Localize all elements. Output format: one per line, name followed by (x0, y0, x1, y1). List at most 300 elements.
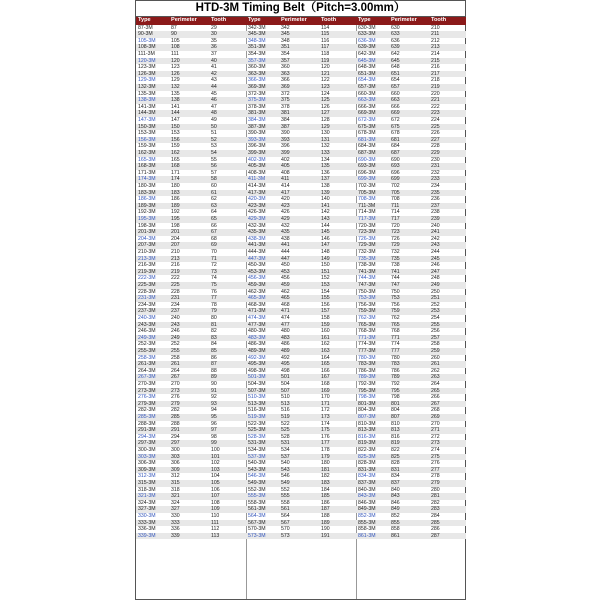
perimeter-cell: 267 (171, 374, 180, 381)
perimeter-cell: 342 (281, 24, 290, 31)
type-cell: 228-3M (138, 288, 156, 295)
perimeter-cell: 672 (391, 117, 400, 123)
tooth-cell: 218 (431, 77, 440, 84)
table-row (356, 130, 466, 137)
perimeter-cell: 678 (391, 130, 400, 137)
perimeter-cell: 471 (281, 308, 290, 315)
perimeter-cell: 228 (171, 288, 180, 295)
tooth-cell: 263 (431, 374, 440, 381)
perimeter-cell: 480 (281, 328, 290, 335)
perimeter-cell: 552 (281, 486, 290, 493)
table-header (356, 17, 466, 25)
tooth-cell: 103 (211, 466, 220, 473)
perimeter-cell: 333 (171, 519, 180, 526)
type-cell: 120-3M (138, 57, 156, 64)
perimeter-cell: 249 (171, 334, 180, 341)
tooth-cell: 163 (321, 348, 330, 354)
type-cell: 171-3M (138, 169, 156, 176)
perimeter-cell: 141 (171, 103, 180, 110)
tooth-cell: 90 (211, 381, 217, 387)
table-row (136, 51, 246, 58)
tooth-cell: 88 (211, 367, 217, 374)
tooth-cell: 82 (211, 328, 217, 335)
tooth-cell: 226 (431, 130, 440, 137)
tooth-cell: 186 (321, 499, 330, 506)
type-cell: 507-3M (248, 387, 266, 394)
type-cell: 540-3M (248, 460, 266, 467)
perimeter-cell: 261 (171, 361, 180, 368)
tooth-cell: 151 (321, 268, 330, 275)
perimeter-cell: 189 (171, 202, 180, 209)
type-cell: 531-3M (248, 440, 266, 447)
perimeter-cell: 546 (281, 473, 290, 480)
tooth-cell: 237 (431, 202, 440, 209)
tooth-cell: 107 (211, 493, 220, 500)
tooth-cell: 217 (431, 70, 440, 77)
perimeter-cell: 483 (281, 334, 290, 341)
table-row (246, 506, 356, 513)
perimeter-cell: 477 (281, 321, 290, 328)
perimeter-cell: 693 (391, 163, 400, 170)
perimeter-cell: 555 (281, 493, 290, 500)
tooth-cell: 150 (321, 262, 330, 269)
tooth-cell: 264 (431, 381, 440, 387)
table-row (356, 374, 466, 381)
table-row (136, 308, 246, 315)
tooth-cell: 235 (431, 189, 440, 196)
type-cell: 678-3M (358, 130, 376, 137)
tooth-cell: 276 (431, 460, 440, 467)
table-row (356, 223, 466, 230)
perimeter-cell: 375 (281, 97, 290, 104)
type-cell: 111-3M (138, 51, 155, 57)
type-cell: 342-3M (248, 24, 266, 31)
table-row (246, 44, 356, 51)
tooth-cell: 96 (211, 420, 217, 427)
perimeter-cell: 297 (171, 440, 180, 447)
tooth-cell: 275 (431, 453, 440, 460)
perimeter-cell: 264 (171, 367, 180, 374)
table-column (246, 17, 356, 539)
type-cell: 468-3M (248, 301, 266, 308)
type-cell: 747-3M (358, 282, 376, 288)
tooth-cell: 121 (321, 70, 330, 77)
table-row (356, 295, 466, 302)
type-cell: 456-3M (248, 275, 266, 282)
table-row (136, 31, 246, 38)
perimeter-cell: 153 (171, 130, 180, 137)
perimeter-cell: 543 (281, 466, 290, 473)
table-row (136, 500, 246, 507)
type-cell: 495-3M (248, 361, 266, 368)
table-row (136, 315, 246, 322)
tooth-cell: 262 (431, 367, 440, 374)
tooth-cell: 114 (321, 24, 330, 31)
tooth-cell: 119 (321, 57, 330, 64)
perimeter-cell: 534 (281, 447, 290, 453)
type-cell: 132-3M (138, 84, 156, 90)
perimeter-cell: 717 (391, 216, 400, 222)
type-cell: 558-3M (248, 499, 266, 506)
tooth-cell: 97 (211, 427, 217, 434)
table-row (246, 348, 356, 355)
type-cell: 549-3M (248, 480, 266, 486)
tooth-cell: 244 (431, 249, 440, 255)
table-row (246, 110, 356, 117)
type-cell: 165-3M (138, 156, 156, 163)
type-cell: 288-3M (138, 420, 156, 427)
table-row (356, 64, 466, 71)
tooth-cell: 131 (321, 136, 330, 143)
type-cell: 438-3M (248, 235, 266, 242)
perimeter-cell: 564 (281, 513, 290, 519)
perimeter-cell: 327 (171, 506, 180, 513)
tooth-cell: 240 (431, 222, 440, 229)
tooth-cell: 158 (321, 315, 330, 321)
tooth-cell: 251 (431, 295, 440, 302)
tooth-cell: 125 (321, 97, 330, 104)
table-row (246, 421, 356, 428)
perimeter-cell: 567 (281, 519, 290, 526)
perimeter-cell: 456 (281, 275, 290, 282)
perimeter-cell: 735 (391, 255, 400, 262)
type-cell: 393-3M (248, 136, 266, 143)
type-cell: 852-3M (358, 513, 376, 519)
perimeter-cell: 732 (391, 249, 400, 255)
perimeter-cell: 225 (171, 282, 180, 288)
tooth-cell: 261 (431, 361, 440, 368)
tooth-cell: 55 (211, 156, 217, 163)
table-row (246, 500, 356, 507)
type-cell: 174-3M (138, 176, 156, 183)
tooth-cell: 149 (321, 255, 330, 262)
tooth-cell: 78 (211, 301, 217, 308)
type-cell: 528-3M (248, 433, 266, 440)
tooth-cell: 48 (211, 110, 217, 117)
type-cell: 162-3M (138, 150, 156, 156)
tooth-cell: 233 (431, 176, 440, 183)
type-cell: 537-3M (248, 453, 266, 460)
type-cell: 759-3M (358, 308, 376, 315)
type-cell: 510-3M (248, 394, 266, 401)
perimeter-cell: 558 (281, 499, 290, 506)
perimeter-cell: 540 (281, 460, 290, 467)
table-row (356, 97, 466, 104)
table-row (356, 487, 466, 494)
tooth-cell: 106 (211, 486, 220, 493)
table-column (356, 17, 466, 539)
perimeter-cell: 807 (391, 414, 400, 420)
table-row (356, 454, 466, 461)
table-row (136, 361, 246, 368)
type-cell: 354-3M (248, 51, 266, 57)
type-cell: 264-3M (138, 367, 156, 374)
perimeter-cell: 318 (171, 486, 180, 493)
type-cell: 135-3M (138, 90, 156, 97)
tooth-cell: 243 (431, 242, 440, 249)
table-row (356, 506, 466, 513)
table-row (136, 64, 246, 71)
perimeter-cell: 813 (391, 427, 400, 434)
tooth-cell: 223 (431, 110, 440, 117)
table-row (356, 269, 466, 276)
perimeter-cell: 819 (391, 440, 400, 447)
tooth-cell: 101 (211, 453, 220, 460)
type-cell: 156-3M (138, 136, 156, 143)
table-row (246, 440, 356, 447)
table-row (246, 38, 356, 45)
table-row (246, 249, 356, 256)
table-row (136, 130, 246, 137)
type-cell: 777-3M (358, 348, 376, 354)
table-row (136, 355, 246, 362)
type-cell: 294-3M (138, 433, 156, 440)
table-row (356, 500, 466, 507)
header-tooth: Tooth (211, 17, 227, 23)
table-row (246, 157, 356, 164)
perimeter-cell: 519 (281, 414, 290, 420)
tooth-cell: 53 (211, 143, 217, 150)
perimeter-cell: 360 (281, 64, 290, 71)
perimeter-cell: 498 (281, 367, 290, 374)
type-cell: 249-3M (138, 334, 156, 341)
tooth-cell: 29 (211, 24, 217, 31)
type-cell: 801-3M (358, 400, 376, 407)
type-cell: 840-3M (358, 486, 376, 493)
perimeter-cell: 195 (171, 216, 180, 222)
tooth-cell: 152 (321, 275, 330, 282)
type-cell: 732-3M (358, 249, 376, 255)
perimeter-cell: 162 (171, 150, 180, 156)
type-cell: 798-3M (358, 394, 376, 401)
table-row (246, 322, 356, 329)
type-cell: 699-3M (358, 176, 376, 183)
table-row (356, 302, 466, 309)
table-row (246, 71, 356, 78)
perimeter-cell: 204 (171, 235, 180, 242)
type-cell: 198-3M (138, 222, 156, 229)
type-cell: 405-3M (248, 163, 266, 170)
type-cell: 402-3M (248, 156, 266, 163)
perimeter-cell: 798 (391, 394, 400, 401)
type-cell: 501-3M (248, 374, 266, 381)
perimeter-cell: 312 (171, 473, 180, 480)
type-cell: 564-3M (248, 513, 266, 519)
table-row (356, 308, 466, 315)
type-cell: 639-3M (358, 44, 376, 51)
tooth-cell: 71 (211, 255, 217, 262)
type-cell: 345-3M (248, 31, 266, 38)
table-row (356, 236, 466, 243)
perimeter-cell: 507 (281, 387, 290, 394)
perimeter-cell: 741 (391, 268, 400, 275)
table-row (356, 322, 466, 329)
tooth-cell: 246 (431, 262, 440, 269)
perimeter-cell: 369 (281, 84, 290, 90)
tooth-cell: 60 (211, 183, 217, 189)
table-row (356, 473, 466, 480)
type-cell: 90-3M (138, 31, 153, 38)
tooth-cell: 120 (321, 64, 330, 71)
perimeter-cell: 330 (171, 513, 180, 519)
tooth-cell: 112 (211, 526, 220, 533)
perimeter-cell: 174 (171, 176, 180, 183)
perimeter-cell: 573 (281, 532, 290, 539)
type-cell: 525-3M (248, 427, 266, 434)
header-perimeter: Perimeter (171, 17, 197, 23)
type-cell: 474-3M (248, 315, 266, 321)
tooth-cell: 74 (211, 275, 217, 282)
perimeter-cell: 213 (171, 255, 180, 262)
tooth-cell: 259 (431, 348, 440, 354)
type-cell: 201-3M (138, 229, 156, 236)
tooth-cell: 234 (431, 183, 440, 189)
table-row (356, 315, 466, 322)
table-row (356, 401, 466, 408)
tooth-cell: 46 (211, 97, 217, 104)
table-row (246, 176, 356, 183)
type-cell: 222-3M (138, 275, 156, 282)
type-cell: 129-3M (138, 77, 156, 84)
table-row (136, 170, 246, 177)
tooth-cell: 269 (431, 414, 440, 420)
perimeter-cell: 834 (391, 473, 400, 480)
perimeter-cell: 828 (391, 460, 400, 467)
tooth-cell: 110 (211, 513, 220, 519)
type-cell: 768-3M (358, 328, 376, 335)
tooth-cell: 154 (321, 288, 330, 295)
tooth-cell: 113 (211, 532, 220, 539)
perimeter-cell: 786 (391, 367, 400, 374)
tooth-cell: 117 (321, 44, 330, 51)
perimeter-cell: 531 (281, 440, 290, 447)
perimeter-cell: 696 (391, 169, 400, 176)
perimeter-cell: 714 (391, 209, 400, 216)
tooth-cell: 133 (321, 150, 330, 156)
tooth-cell: 36 (211, 44, 217, 51)
table-row (356, 407, 466, 414)
tooth-cell: 83 (211, 334, 217, 341)
table-row (136, 526, 246, 533)
table-row (356, 58, 466, 65)
type-cell: 411-3M (248, 176, 266, 183)
type-cell: 336-3M (138, 526, 156, 533)
type-cell: 645-3M (358, 57, 376, 64)
perimeter-cell: 762 (391, 315, 400, 321)
table-row (246, 414, 356, 421)
table-row (246, 143, 356, 150)
tooth-cell: 144 (321, 222, 330, 229)
tooth-cell: 86 (211, 354, 217, 361)
perimeter-cell: 642 (391, 51, 400, 57)
type-cell: 462-3M (248, 288, 266, 295)
tooth-cell: 256 (431, 328, 440, 335)
tooth-cell: 136 (321, 169, 330, 176)
type-cell: 636-3M (358, 37, 376, 44)
table-row (136, 473, 246, 480)
table-row (246, 295, 356, 302)
table-row (136, 242, 246, 249)
type-cell: 780-3M (358, 354, 376, 361)
type-cell: 744-3M (358, 275, 376, 282)
type-cell: 141-3M (138, 103, 156, 110)
perimeter-cell: 687 (391, 150, 400, 156)
tooth-cell: 245 (431, 255, 440, 262)
perimeter-cell: 285 (171, 414, 180, 420)
table-row (136, 480, 246, 487)
type-cell: 240-3M (138, 315, 156, 321)
tooth-cell: 128 (321, 117, 330, 123)
type-cell: 225-3M (138, 282, 156, 288)
table-row (246, 282, 356, 289)
perimeter-cell: 258 (171, 354, 180, 361)
type-cell: 486-3M (248, 341, 266, 348)
table-row (356, 262, 466, 269)
type-cell: 306-3M (138, 460, 156, 467)
type-cell: 714-3M (358, 209, 376, 216)
type-cell: 738-3M (358, 262, 376, 269)
type-cell: 426-3M (248, 209, 266, 216)
type-cell: 363-3M (248, 70, 266, 77)
type-cell: 492-3M (248, 354, 266, 361)
tooth-cell: 80 (211, 315, 217, 321)
perimeter-cell: 777 (391, 348, 400, 354)
perimeter-cell: 138 (171, 97, 180, 104)
type-cell: 300-3M (138, 447, 156, 453)
type-cell: 252-3M (138, 341, 156, 348)
tooth-cell: 42 (211, 70, 217, 77)
perimeter-cell: 504 (281, 381, 290, 387)
perimeter-cell: 315 (171, 480, 180, 486)
type-cell: 459-3M (248, 282, 266, 288)
table-row (136, 302, 246, 309)
type-cell: 210-3M (138, 249, 156, 255)
tooth-cell: 153 (321, 282, 330, 288)
table-row (356, 533, 466, 540)
type-cell: 858-3M (358, 526, 376, 533)
type-cell: 666-3M (358, 103, 376, 110)
table-row (356, 170, 466, 177)
type-cell: 774-3M (358, 341, 376, 348)
type-cell: 480-3M (248, 328, 266, 335)
table-row (136, 506, 246, 513)
perimeter-cell: 393 (281, 136, 290, 143)
tooth-cell: 85 (211, 348, 217, 354)
type-cell: 105-3M (138, 37, 156, 44)
perimeter-cell: 111 (171, 51, 179, 57)
type-cell: 792-3M (358, 381, 376, 387)
table-row (136, 447, 246, 454)
table-row (356, 434, 466, 441)
table-row (246, 236, 356, 243)
table-row (356, 124, 466, 131)
tooth-cell: 230 (431, 156, 440, 163)
table-columns (136, 17, 465, 599)
perimeter-cell: 654 (391, 77, 400, 84)
table-row (356, 242, 466, 249)
perimeter-cell: 429 (281, 216, 290, 222)
type-cell: 861-3M (358, 532, 376, 539)
type-cell: 429-3M (248, 216, 266, 222)
type-cell: 87-3M (138, 24, 153, 31)
perimeter-cell: 309 (171, 466, 180, 473)
table-row (246, 454, 356, 461)
tooth-cell: 45 (211, 90, 217, 97)
tooth-cell: 157 (321, 308, 330, 315)
header-tooth: Tooth (321, 17, 337, 23)
tooth-cell: 139 (321, 189, 330, 196)
tooth-cell: 147 (321, 242, 330, 249)
